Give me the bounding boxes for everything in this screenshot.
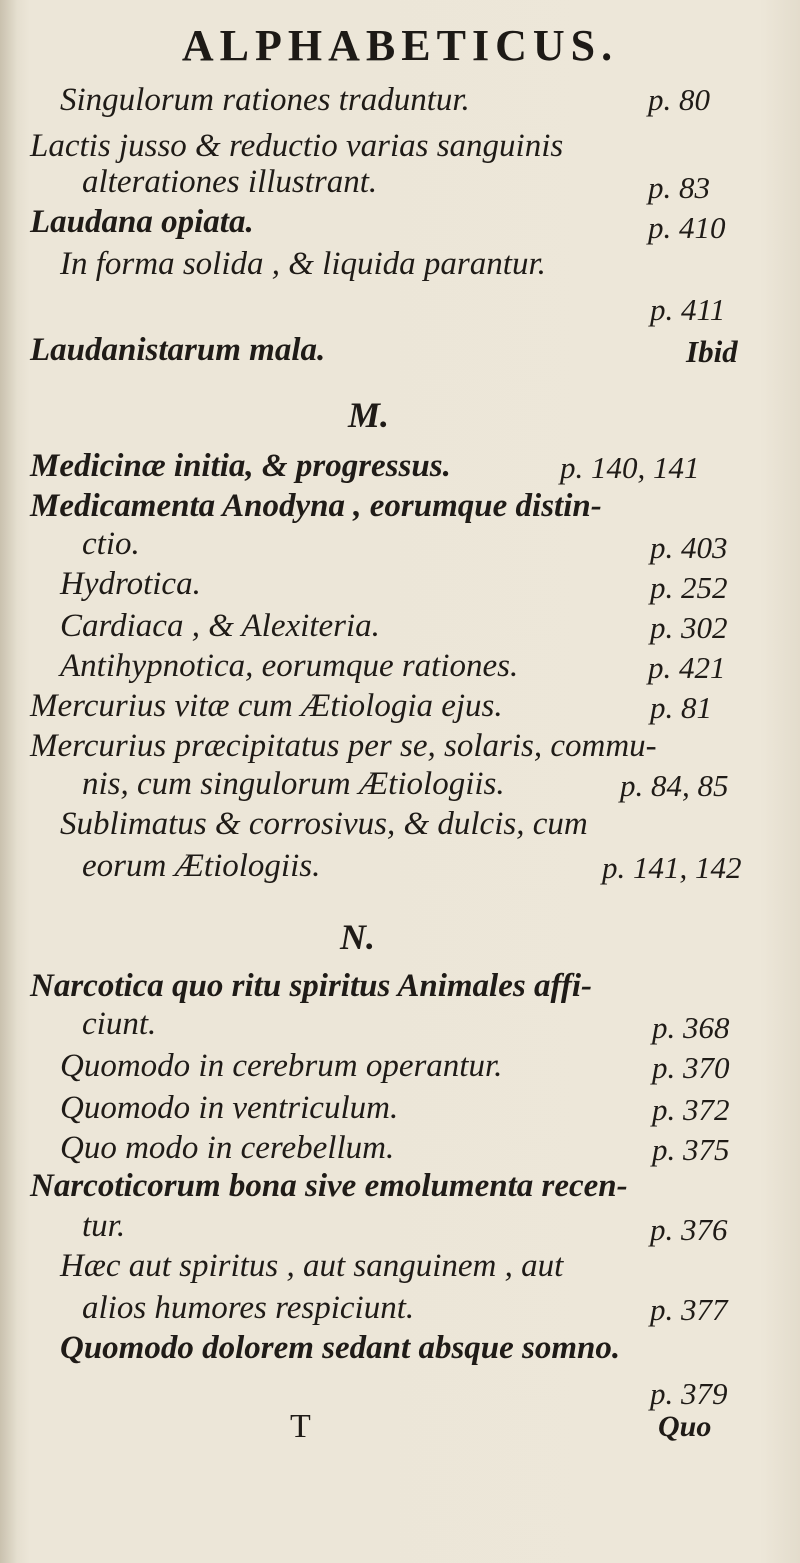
index-entry-text: tur. — [82, 1208, 126, 1244]
index-entry-page: p. 302 — [650, 610, 728, 645]
index-entry-page: Ibid — [686, 334, 738, 369]
index-entry-text: Medicinæ initia, & progressus. — [30, 448, 451, 484]
section-letter-n: N. — [340, 917, 375, 957]
index-entry-text: nis, cum singulorum Ætiologiis. — [82, 766, 505, 802]
index-entry-page: p. 83 — [648, 170, 710, 205]
index-entry-text: Mercurius præcipitatus per se, solaris, commu- — [30, 728, 657, 764]
index-entry-text: Hydrotica. — [60, 566, 201, 602]
index-entry-text: eorum Ætiologiis. — [82, 848, 321, 884]
index-entry-page: p. 403 — [650, 530, 728, 565]
index-entry-page: p. 372 — [652, 1092, 730, 1127]
index-entry-text: alios humores respiciunt. — [82, 1290, 415, 1326]
index-entry-text: Narcoticorum bona sive emolumenta recen- — [30, 1168, 628, 1204]
index-entry-text: Medicamenta Anodyna , eorumque distin- — [30, 488, 602, 524]
index-entry-text: Singulorum rationes traduntur. — [60, 82, 470, 118]
index-entry-text: Sublimatus & corrosivus, & dulcis, cum — [60, 806, 588, 842]
index-entry-page: p. 421 — [648, 650, 726, 685]
section-letter-m: M. — [348, 395, 390, 435]
index-entry-text: Quo modo in cerebellum. — [60, 1130, 395, 1166]
index-entry-text: Laudanistarum mala. — [30, 332, 326, 368]
index-entry-page: p. 375 — [652, 1132, 730, 1167]
index-entry-text: alterationes illustrant. — [82, 164, 378, 200]
index-entry-page: p. 379 — [650, 1376, 728, 1411]
index-entry-text: Quomodo in cerebrum operantur. — [60, 1048, 503, 1084]
index-entry-text: ctio. — [82, 526, 140, 562]
index-entry-page: p. 377 — [650, 1292, 728, 1327]
index-entry-page: p. 140, 141 — [560, 450, 700, 485]
index-entry-text: Hæc aut spiritus , aut sanguinem , aut — [60, 1248, 564, 1284]
index-entry-text: Lactis jusso & reductio varias sanguinis — [30, 128, 564, 164]
index-entry-text: ciunt. — [82, 1006, 157, 1042]
catchword: Quo — [658, 1410, 712, 1443]
index-entry-text: Quomodo dolorem sedant absque somno. — [60, 1330, 621, 1366]
index-entry-page: p. 81 — [650, 690, 712, 725]
index-entry-text: Quomodo in ventriculum. — [60, 1090, 399, 1126]
index-entry-page: p. 410 — [648, 210, 726, 245]
index-entry-page: p. 368 — [652, 1010, 730, 1045]
index-entry-text: Antihypnotica, eorumque rationes. — [60, 648, 519, 684]
index-entry-text: Mercurius vitæ cum Ætiologia ejus. — [30, 688, 503, 724]
index-entry-page: p. 370 — [652, 1050, 730, 1085]
index-entry-text: Laudana opiata. — [30, 204, 254, 240]
index-entry-page: p. 376 — [650, 1212, 728, 1247]
running-header: ALPHABETICUS. — [181, 21, 619, 70]
index-entry-page: p. 84, 85 — [620, 768, 729, 803]
index-entry-page: p. 80 — [648, 82, 710, 117]
index-entry-page: p. 252 — [650, 570, 728, 605]
index-entry-text: Narcotica quo ritu spiritus Animales affi- — [30, 968, 592, 1004]
signature-mark: T — [290, 1408, 311, 1445]
index-entry-text: In forma solida , & liquida parantur. — [60, 246, 546, 282]
index-entry-text: Cardiaca , & Alexiteria. — [60, 608, 380, 644]
index-entry-page: p. 411 — [650, 292, 726, 327]
index-entry-page: p. 141, 142 — [602, 850, 742, 885]
